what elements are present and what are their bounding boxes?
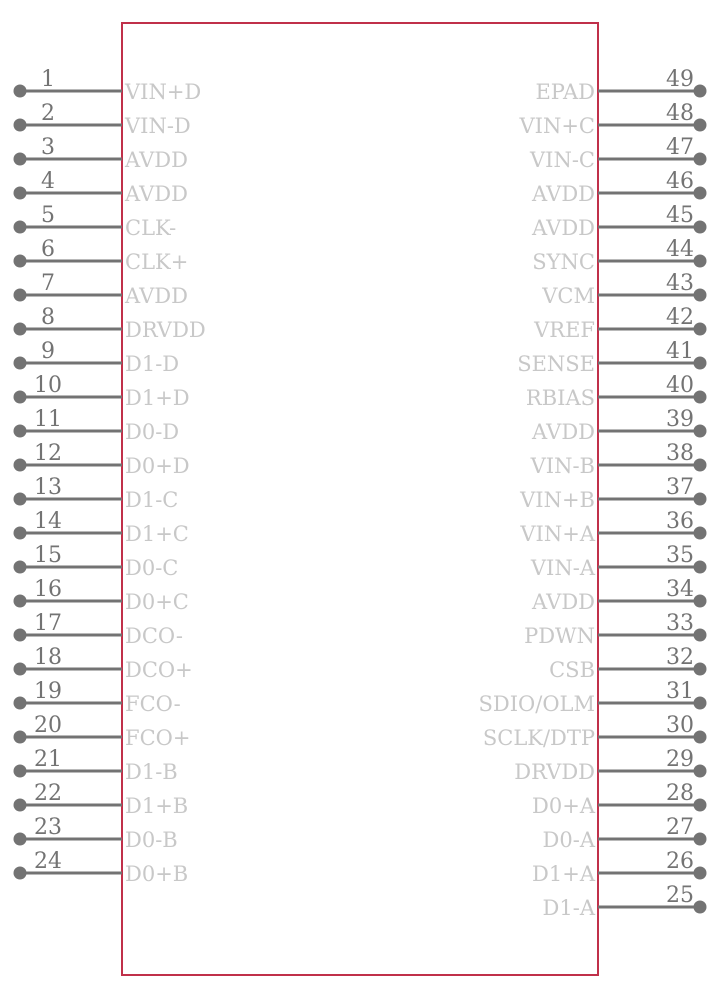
pin-right-32: [549, 645, 706, 682]
pin-right-28: [532, 781, 706, 818]
pin-terminal-dot: [694, 323, 707, 336]
pin-right-29: [514, 747, 706, 784]
pin-terminal-dot: [694, 153, 707, 166]
pin-number: 6: [41, 237, 55, 262]
pin-terminal-dot: [694, 493, 707, 506]
pin-name: D1-D: [125, 352, 180, 376]
pin-name: AVDD: [532, 216, 595, 240]
pin-terminal-dot: [694, 731, 707, 744]
pin-number: 7: [41, 271, 55, 296]
pin-terminal-dot: [14, 187, 27, 200]
pin-name: D0+B: [125, 862, 189, 886]
pin-name: AVDD: [125, 182, 188, 206]
pin-number: 49: [666, 67, 694, 92]
pin-terminal-dot: [694, 459, 707, 472]
pin-number: 21: [34, 747, 62, 772]
right-pin-group: [479, 67, 707, 920]
pin-number: 45: [666, 203, 694, 228]
pin-name: FCO-: [125, 692, 181, 716]
pin-terminal-dot: [14, 765, 27, 778]
pin-left-22: [14, 781, 189, 818]
pin-terminal-dot: [14, 629, 27, 642]
pin-left-14: [14, 509, 189, 546]
pin-terminal-dot: [694, 289, 707, 302]
pin-name: VIN-C: [530, 148, 595, 172]
pin-number: 16: [34, 577, 62, 602]
pin-terminal-dot: [694, 425, 707, 438]
pin-number: 32: [666, 645, 694, 670]
pin-right-25: [543, 883, 707, 920]
pin-name: VIN+B: [520, 488, 595, 512]
pin-name: DRVDD: [514, 760, 595, 784]
pin-terminal-dot: [694, 867, 707, 880]
pin-left-4: [14, 169, 188, 206]
left-pin-group: [14, 67, 206, 886]
pin-number: 1: [41, 67, 55, 92]
pin-name: FCO+: [125, 726, 191, 750]
pin-left-8: [14, 305, 206, 342]
pin-name: AVDD: [125, 148, 188, 172]
pin-number: 48: [666, 101, 694, 126]
pin-terminal-dot: [694, 391, 707, 404]
pin-left-18: [14, 645, 193, 682]
pin-terminal-dot: [694, 901, 707, 914]
pin-terminal-dot: [694, 119, 707, 132]
pin-left-21: [14, 747, 178, 784]
pin-terminal-dot: [14, 323, 27, 336]
pin-name: CSB: [549, 658, 595, 682]
pin-number: 10: [34, 373, 62, 398]
pin-number: 23: [34, 815, 62, 840]
pin-terminal-dot: [694, 221, 707, 234]
pin-name: D1+D: [125, 386, 190, 410]
pin-name: AVDD: [125, 284, 188, 308]
pin-terminal-dot: [14, 731, 27, 744]
pin-name: D1-A: [542, 896, 595, 920]
pin-terminal-dot: [694, 595, 707, 608]
pin-name: DCO+: [125, 658, 193, 682]
pin-name: VCM: [542, 284, 595, 308]
pin-terminal-dot: [14, 833, 27, 846]
pin-right-34: [531, 577, 706, 614]
pin-name: VIN+C: [519, 114, 595, 138]
pin-number: 44: [666, 237, 694, 262]
pin-number: 30: [666, 713, 694, 738]
pin-left-13: [14, 475, 179, 512]
pin-name: D0-D: [125, 420, 180, 444]
pin-number: 4: [41, 169, 55, 194]
pin-number: 15: [34, 543, 62, 568]
pin-terminal-dot: [14, 221, 27, 234]
pin-left-10: [14, 373, 190, 410]
pin-right-47: [529, 135, 707, 172]
pin-right-35: [530, 543, 707, 580]
pin-number: 46: [666, 169, 694, 194]
pin-name: VIN-A: [530, 556, 595, 580]
pin-terminal-dot: [14, 85, 27, 98]
pin-number: 26: [666, 849, 694, 874]
pin-name: AVDD: [532, 182, 595, 206]
pin-left-3: [14, 135, 188, 172]
pin-number: 12: [34, 441, 62, 466]
pin-name: CLK+: [125, 250, 189, 274]
pin-right-43: [541, 271, 706, 308]
pin-left-6: [14, 237, 189, 274]
pin-right-42: [533, 305, 706, 342]
pin-terminal-dot: [14, 391, 27, 404]
pin-name: D0+D: [125, 454, 190, 478]
pin-number: 35: [666, 543, 694, 568]
pin-terminal-dot: [694, 765, 707, 778]
pin-name: VIN+D: [125, 80, 202, 104]
pin-number: 36: [666, 509, 694, 534]
pin-number: 9: [41, 339, 55, 364]
pin-name: SCLK/DTP: [482, 726, 595, 750]
pin-right-37: [519, 475, 706, 512]
pin-number: 31: [666, 679, 694, 704]
pin-number: 29: [666, 747, 694, 772]
pin-name: D0+C: [125, 590, 189, 614]
pin-terminal-dot: [14, 153, 27, 166]
pin-terminal-dot: [14, 119, 27, 132]
pin-number: 47: [666, 135, 694, 160]
pin-terminal-dot: [14, 663, 27, 676]
pin-right-39: [531, 407, 706, 444]
pin-number: 24: [34, 849, 62, 874]
pin-name: SDIO/OLM: [478, 692, 595, 716]
pin-number: 28: [666, 781, 694, 806]
pin-left-15: [14, 543, 179, 580]
pin-terminal-dot: [14, 561, 27, 574]
pin-left-17: [14, 611, 184, 648]
pin-name: VIN-D: [125, 114, 191, 138]
pin-left-11: [14, 407, 180, 444]
pin-number: 34: [666, 577, 694, 602]
pin-terminal-dot: [694, 663, 707, 676]
pin-name: D0+A: [532, 794, 595, 818]
pin-name: EPAD: [535, 80, 595, 104]
pin-right-27: [543, 815, 707, 852]
pin-number: 2: [41, 101, 55, 126]
pin-left-5: [14, 203, 177, 240]
pin-number: 22: [34, 781, 62, 806]
pin-right-41: [517, 339, 706, 376]
pin-name: DCO-: [125, 624, 183, 648]
pin-number: 18: [34, 645, 62, 670]
pin-left-1: [14, 67, 202, 104]
pin-terminal-dot: [694, 629, 707, 642]
pin-name: VREF: [534, 318, 595, 342]
pin-right-44: [532, 237, 706, 274]
pin-terminal-dot: [694, 697, 707, 710]
pin-terminal-dot: [694, 799, 707, 812]
pin-number: 13: [34, 475, 62, 500]
pin-number: 42: [666, 305, 694, 330]
pin-terminal-dot: [694, 357, 707, 370]
pin-left-2: [14, 101, 191, 138]
pin-name: D1+C: [125, 522, 189, 546]
pin-name: AVDD: [532, 420, 595, 444]
pin-name: SYNC: [532, 250, 595, 274]
pin-name: AVDD: [532, 590, 595, 614]
pin-terminal-dot: [694, 527, 707, 540]
pin-terminal-dot: [14, 595, 27, 608]
pin-number: 38: [666, 441, 694, 466]
pin-left-9: [14, 339, 180, 376]
pin-terminal-dot: [14, 799, 27, 812]
pin-right-36: [519, 509, 706, 546]
pin-terminal-dot: [14, 255, 27, 268]
pin-right-48: [519, 101, 707, 138]
pin-number: 17: [34, 611, 62, 636]
pin-terminal-dot: [694, 85, 707, 98]
pin-name: DRVDD: [125, 318, 206, 342]
pin-right-38: [530, 441, 707, 478]
pin-number: 11: [34, 407, 62, 432]
pin-name: D1-B: [125, 760, 178, 784]
pin-number: 5: [41, 203, 55, 228]
pin-number: 14: [34, 509, 62, 534]
pin-right-33: [524, 611, 706, 648]
pin-terminal-dot: [14, 289, 27, 302]
pin-right-30: [483, 713, 707, 750]
pin-name: D1+A: [532, 862, 595, 886]
pin-name: D1+B: [125, 794, 189, 818]
pin-terminal-dot: [14, 527, 27, 540]
pin-number: 19: [34, 679, 62, 704]
pin-number: 39: [666, 407, 694, 432]
pin-terminal-dot: [14, 697, 27, 710]
pin-terminal-dot: [14, 357, 27, 370]
pin-terminal-dot: [694, 833, 707, 846]
pin-left-19: [14, 679, 181, 716]
pin-number: 25: [666, 883, 694, 908]
pin-number: 40: [666, 373, 694, 398]
pin-name: PDWN: [524, 624, 595, 648]
pin-terminal-dot: [14, 425, 27, 438]
pin-right-45: [531, 203, 706, 240]
pin-name: D1-C: [125, 488, 179, 512]
pin-left-23: [14, 815, 178, 852]
pin-left-7: [14, 271, 188, 308]
pin-number: 8: [41, 305, 55, 330]
pin-right-46: [531, 169, 706, 206]
pin-number: 33: [666, 611, 694, 636]
pin-number: 41: [666, 339, 694, 364]
pin-number: 3: [41, 135, 55, 160]
pin-name: VIN-B: [530, 454, 595, 478]
pin-name: SENSE: [517, 352, 595, 376]
pin-name: RBIAS: [525, 386, 595, 410]
pin-number: 37: [666, 475, 694, 500]
pin-terminal-dot: [694, 255, 707, 268]
pin-number: 27: [666, 815, 694, 840]
pin-name: D0-C: [125, 556, 179, 580]
pin-right-49: [535, 67, 706, 104]
pin-terminal-dot: [14, 493, 27, 506]
pin-left-24: [14, 849, 189, 886]
pin-left-12: [14, 441, 190, 478]
pin-name: CLK-: [125, 216, 177, 240]
pin-number: 20: [34, 713, 62, 738]
pin-left-20: [14, 713, 191, 750]
pin-right-26: [532, 849, 706, 886]
pin-left-16: [14, 577, 189, 614]
pin-terminal-dot: [14, 459, 27, 472]
pin-name: D0-B: [125, 828, 178, 852]
pin-right-31: [479, 679, 707, 716]
pin-terminal-dot: [694, 187, 707, 200]
pin-name: D0-A: [542, 828, 595, 852]
pin-right-40: [526, 373, 707, 410]
pin-terminal-dot: [694, 561, 707, 574]
pin-name: VIN+A: [520, 522, 595, 546]
pin-number: 43: [666, 271, 694, 296]
pin-terminal-dot: [14, 867, 27, 880]
